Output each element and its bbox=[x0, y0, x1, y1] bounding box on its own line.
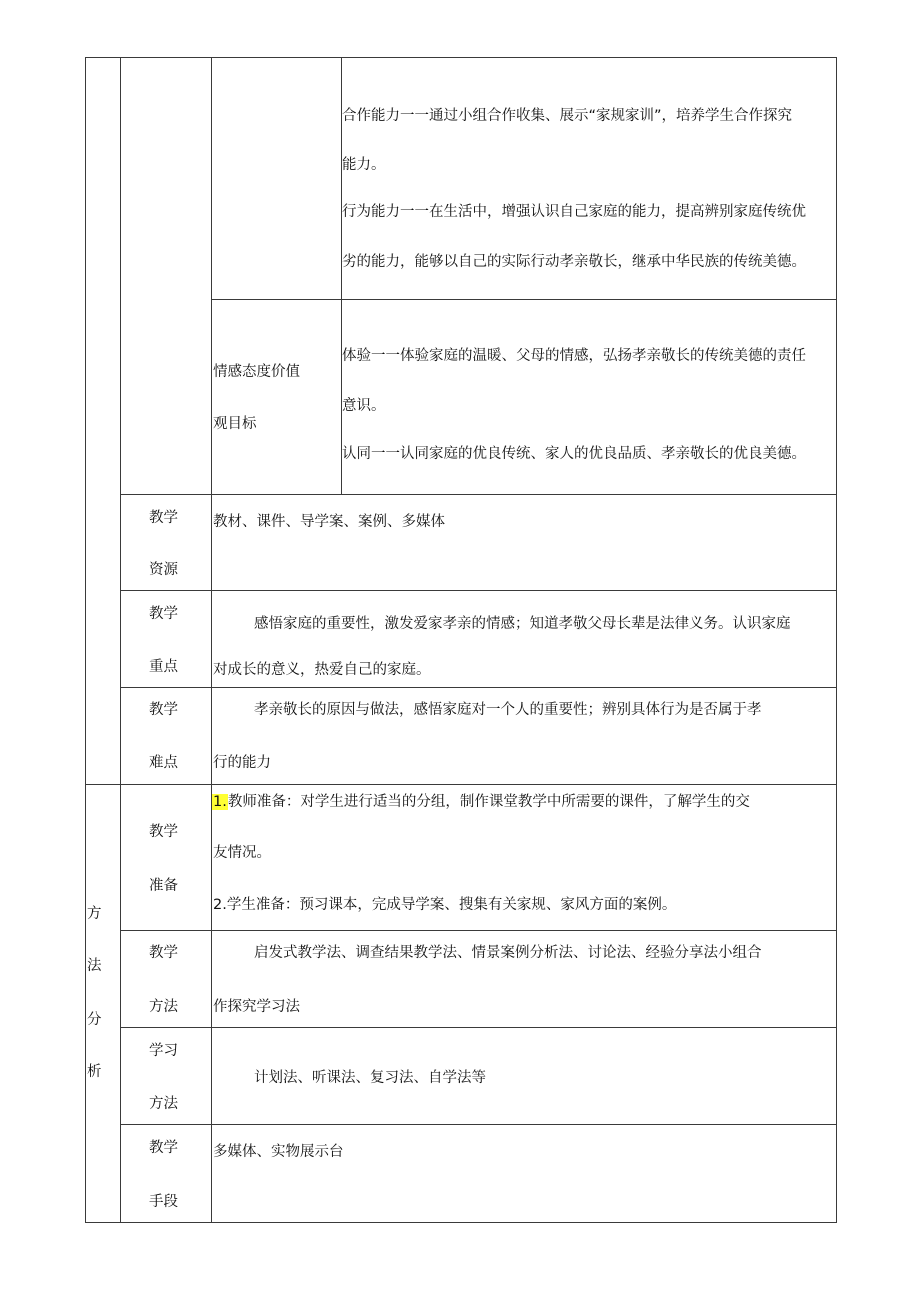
teaching-method-line-1: 启发式教学法、调查结果教学法、情景案例分析法、讨论法、经验分享法小组合 bbox=[254, 945, 762, 961]
emotion-line-1: 体验一一体验家庭的温暖、父母的情感，弘扬孝亲敬长的传统美德的责任 bbox=[342, 348, 806, 364]
emotion-label-line-1: 情感态度价值 bbox=[213, 364, 300, 380]
prep-label-line-1: 教学 bbox=[149, 824, 178, 840]
means-label-line-1: 教学 bbox=[149, 1140, 178, 1156]
row-divider-section bbox=[85, 784, 837, 785]
list-number-highlight: 1. bbox=[213, 794, 227, 810]
table-border-left bbox=[85, 57, 86, 1223]
row-divider-learning-method bbox=[120, 1124, 837, 1125]
difficulties-line-2: 行的能力 bbox=[213, 755, 271, 771]
keypoints-label-line-2: 重点 bbox=[149, 659, 178, 675]
prep-item-2: 2.学生准备：预习课本，完成导学案、搜集有关家规、家风方面的案例。 bbox=[213, 897, 677, 913]
prep-item-1-text: 教师准备：对学生进行适当的分组，制作课堂教学中所需要的课件，了解学生的交 bbox=[227, 794, 750, 810]
learning-method-content: 计划法、听课法、复习法、自学法等 bbox=[254, 1070, 486, 1086]
keypoints-line-1: 感悟家庭的重要性，激发爱家孝亲的情感；知道孝敬父母长辈是法律义务。认识家庭 bbox=[254, 616, 791, 632]
teaching-method-label-line-1: 教学 bbox=[149, 945, 178, 961]
row-divider-prep bbox=[120, 930, 837, 931]
keypoints-label-line-1: 教学 bbox=[149, 606, 178, 622]
row-divider-keypoints bbox=[120, 687, 837, 688]
method-section-char-4: 析 bbox=[87, 1064, 102, 1080]
difficulties-label-line-1: 教学 bbox=[149, 702, 178, 718]
prep-item-1-line-2: 友情况。 bbox=[213, 845, 271, 861]
learning-method-label-line-2: 方法 bbox=[149, 1096, 178, 1112]
teaching-method-line-2: 作探究学习法 bbox=[213, 999, 300, 1015]
row-divider-ability bbox=[211, 299, 837, 300]
keypoints-line-2: 对成长的意义，热爱自己的家庭。 bbox=[213, 662, 431, 678]
prep-label-line-2: 准备 bbox=[149, 878, 178, 894]
row-divider-resources bbox=[120, 590, 837, 591]
emotion-line-3: 认同一一认同家庭的优良传统、家人的优良品质、孝亲敬长的优良美德。 bbox=[342, 446, 806, 462]
table-border-bottom bbox=[85, 1222, 837, 1223]
method-section-char-2: 法 bbox=[87, 958, 102, 974]
emotion-line-2: 意识。 bbox=[342, 398, 386, 414]
resources-content: 教材、课件、导学案、案例、多媒体 bbox=[213, 514, 445, 530]
means-content: 多媒体、实物展示台 bbox=[213, 1144, 344, 1160]
prep-item-1-line-1 bbox=[212, 792, 750, 812]
ability-line-1: 合作能力一一通过小组合作收集、展示“家规家训”，培养学生合作探究 bbox=[342, 108, 793, 124]
method-section-char-1: 方 bbox=[87, 906, 102, 922]
method-section-char-3: 分 bbox=[87, 1012, 102, 1028]
learning-method-label-line-1: 学习 bbox=[149, 1043, 178, 1059]
resources-label-line-1: 教学 bbox=[149, 510, 178, 526]
means-label-line-2: 手段 bbox=[149, 1194, 178, 1210]
table-border-right bbox=[836, 57, 837, 1223]
emotion-label-line-2: 观目标 bbox=[213, 416, 257, 432]
row-divider-teaching-method bbox=[120, 1027, 837, 1028]
ability-line-4: 劣的能力，能够以自己的实际行动孝亲敬长，继承中华民族的传统美德。 bbox=[342, 254, 806, 270]
difficulties-line-1: 孝亲敬长的原因与做法，感悟家庭对一个人的重要性；辨别具体行为是否属于孝 bbox=[254, 702, 762, 718]
row-divider-emotion bbox=[120, 494, 837, 495]
table-border-top bbox=[85, 57, 837, 58]
ability-line-3: 行为能力一一在生活中，增强认识自己家庭的能力，提高辨别家庭传统优 bbox=[342, 204, 806, 220]
column-divider-1 bbox=[120, 57, 121, 1223]
column-divider-2 bbox=[211, 57, 212, 1223]
ability-line-2: 能力。 bbox=[342, 157, 386, 173]
resources-label-line-2: 资源 bbox=[149, 562, 178, 578]
teaching-method-label-line-2: 方法 bbox=[149, 999, 178, 1015]
difficulties-label-line-2: 难点 bbox=[149, 755, 178, 771]
